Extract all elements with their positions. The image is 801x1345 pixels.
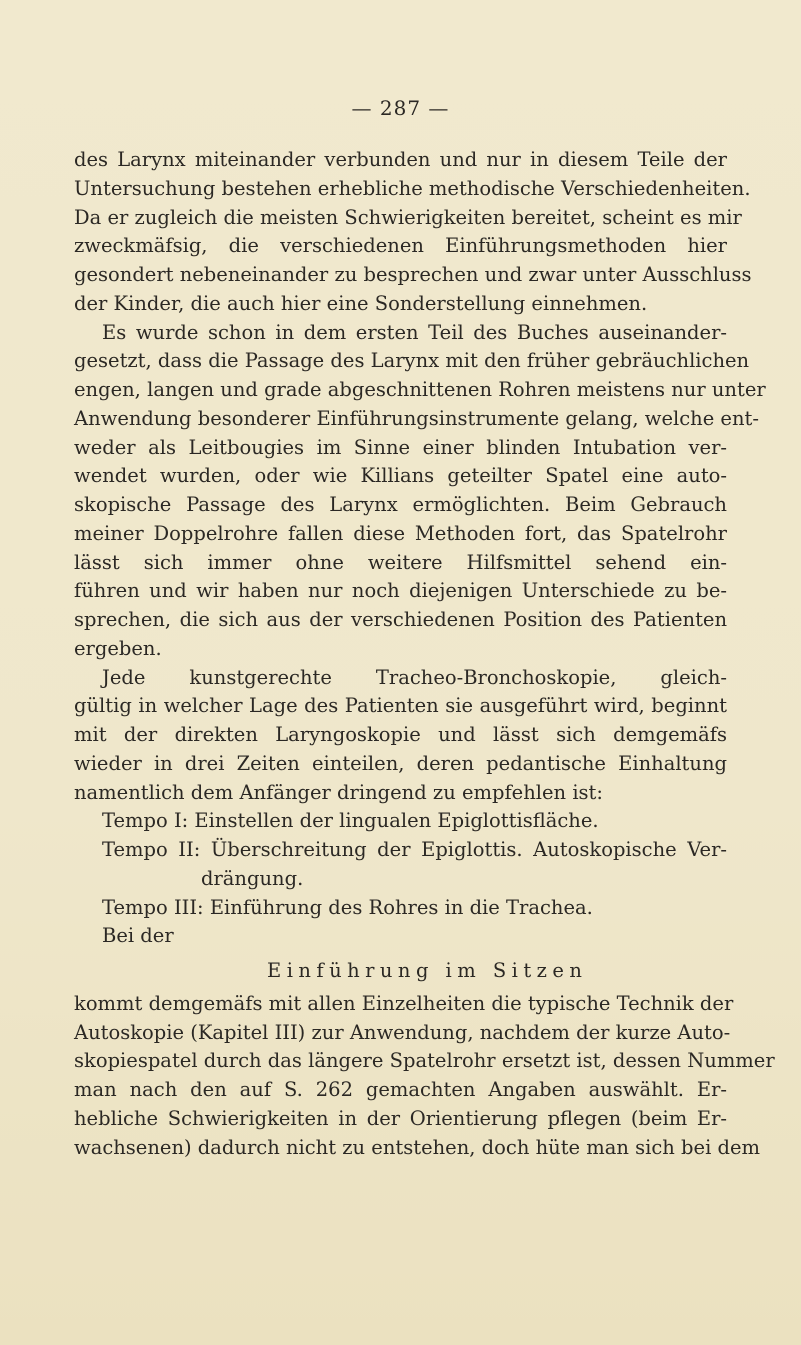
text-line: namentlich dem Anfänger dringend zu empfehlen ist: xyxy=(74,780,603,804)
text-line: Es wurde schon in dem ersten Teil des Buches auseinander- xyxy=(102,320,727,344)
text-line: des Larynx miteinander verbunden und nur in diesem Teile der xyxy=(74,148,727,171)
text-line: Autoskopie (Kapitel III) zur Anwendung, nachdem der kurze Auto- xyxy=(74,1020,731,1044)
text-line: sprechen, die sich aus der verschiedenen Position des Patienten xyxy=(74,608,727,631)
text-line: Einführung im Sitzen xyxy=(267,959,588,982)
text-line: gültig in welcher Lage des Patienten sie ausgeführt wird, beginnt xyxy=(74,694,727,718)
text-line: Tempo I: Einstellen der lingualen Epiglottisfläche. xyxy=(102,809,599,833)
text-line: drängung. xyxy=(201,866,304,890)
text-line: meiner Doppelrohre fallen diese Methoden fort, das Spatelrohr xyxy=(74,521,727,545)
text-line: gesetzt, dass die Passage des Larynx mit den früher gebräuchlichen xyxy=(74,349,750,373)
text-line: skopische Passage des Larynx ermöglichten. Beim Gebrauch xyxy=(74,493,727,516)
page-number: — 287 — xyxy=(351,96,450,120)
text-line: wendet wurden, oder wie Killians geteilter Spatel eine auto- xyxy=(74,464,727,488)
text-line: mit der direkten Laryngoskopie und lässt sich demgemäfs xyxy=(74,723,727,746)
text-line: weder als Leitbougies im Sinne einer blinden Intubation ver- xyxy=(74,435,727,459)
text-line: Tempo III: Einführung des Rohres in die Trachea. xyxy=(102,895,593,919)
text-line: Da er zugleich die meisten Schwierigkeiten bereitet, scheint es mir xyxy=(74,205,742,229)
text-line: kommt demgemäfs mit allen Einzelheiten die typische Technik der xyxy=(74,991,734,1015)
text-line: gesondert nebeneinander zu besprechen und zwar unter Ausschluss xyxy=(74,263,752,286)
text-line: engen, langen und grade abgeschnittenen Rohren meistens nur unter xyxy=(74,378,766,401)
text-line: der Kinder, die auch hier eine Sonderstellung einnehmen. xyxy=(74,291,648,315)
text-line: Anwendung besonderer Einführungsinstrumente gelang, welche ent- xyxy=(74,406,759,430)
text-line: man nach den auf S. 262 gemachten Angaben auswählt. Er- xyxy=(74,1078,727,1101)
text-line: wieder in drei Zeiten einteilen, deren pedantische Einhaltung xyxy=(74,751,727,775)
text-line: ergeben. xyxy=(74,636,162,660)
text-line: führen und wir haben nur noch diejenigen Unterschiede zu be- xyxy=(74,579,727,603)
text-line: Jede kunstgerechte Tracheo-Bronchoskopie, gleich- xyxy=(102,665,727,689)
text-line: zweckmäfsig, die verschiedenen Einführungsmethoden hier xyxy=(74,234,727,258)
text-line: lässt sich immer ohne weitere Hilfsmittel sehend ein- xyxy=(74,550,727,574)
text-line: Untersuchung bestehen erhebliche methodische Verschiedenheiten. xyxy=(74,176,751,200)
text-line: Tempo II: Überschreitung der Epiglottis. Autoskopische Ver- xyxy=(102,838,727,861)
text-line: Bei der xyxy=(102,924,174,948)
text-line: skopiespatel durch das längere Spatelrohr ersetzt ist, dessen Nummer xyxy=(74,1049,775,1073)
text-line: hebliche Schwierigkeiten in der Orientierung pflegen (beim Er- xyxy=(74,1106,727,1130)
text-line: wachsenen) dadurch nicht zu entstehen, doch hüte man sich bei dem xyxy=(74,1135,761,1159)
